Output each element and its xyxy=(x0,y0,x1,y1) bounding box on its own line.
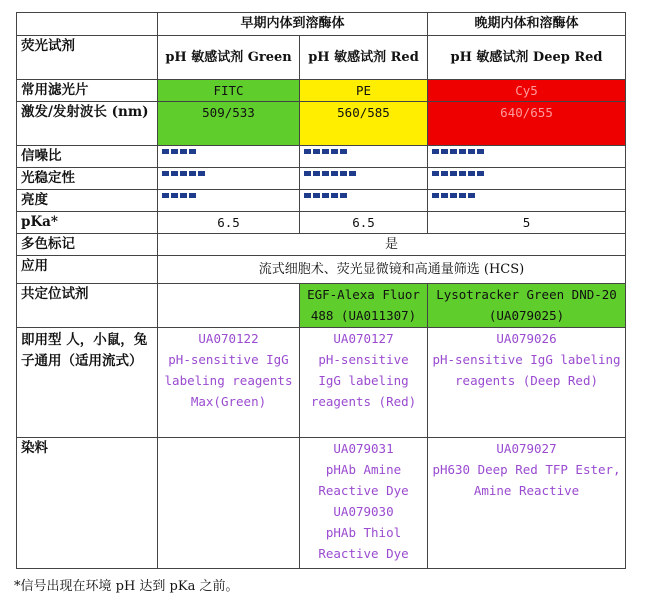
dye-red xyxy=(300,438,428,569)
rating-bar xyxy=(313,149,320,154)
row-label-filter: 常用滤光片 xyxy=(17,80,158,102)
rating-bar xyxy=(450,149,457,154)
dye-deepred-desc[interactable]: pH630 Deep Red TFP Ester, Amine Reactive xyxy=(432,462,621,498)
row-label-photostability: 光稳定性 xyxy=(17,168,158,190)
row-label-snr: 信噪比 xyxy=(17,146,158,168)
group-header-early: 早期内体到溶酶体 xyxy=(158,13,428,36)
rating-bar xyxy=(340,193,347,198)
rating-bar xyxy=(331,171,338,176)
rating-bar xyxy=(189,149,196,154)
ready-deepred xyxy=(428,328,626,438)
filter-red: PE xyxy=(300,80,428,102)
dye-red-desc-1[interactable]: pHAb Amine Reactive Dye xyxy=(318,462,409,498)
ready-deepred-desc[interactable]: pH-sensitive IgG labeling reagents (Deep Red) xyxy=(432,352,621,388)
reagent-red: pH 敏感试剂 Red xyxy=(300,36,428,80)
photostability-green xyxy=(158,168,300,190)
ready-red xyxy=(300,328,428,438)
multicolor-value: 是 xyxy=(158,234,626,256)
row-label-reagent: 荧光试剂 xyxy=(17,36,158,80)
rating-bar xyxy=(459,149,466,154)
rating-bar xyxy=(331,149,338,154)
rating-bar xyxy=(198,171,205,176)
rating-bar xyxy=(304,193,311,198)
rating-bar xyxy=(468,149,475,154)
rating-bar xyxy=(162,149,169,154)
snr-green xyxy=(158,146,300,168)
rating-bar xyxy=(349,171,356,176)
rating-bar xyxy=(180,193,187,198)
brightness-red xyxy=(300,190,428,212)
pka-red: 6.5 xyxy=(300,212,428,234)
rating-bar xyxy=(432,193,439,198)
filter-deepred: Cy5 xyxy=(428,80,626,102)
ready-green-desc[interactable]: pH-sensitive IgG labeling reagents Max(Green) xyxy=(164,352,293,409)
rating-bar xyxy=(180,171,187,176)
row-label-multicolor: 多色标记 xyxy=(17,234,158,256)
rating-bar xyxy=(459,171,466,176)
rating-bar xyxy=(477,171,484,176)
snr-red xyxy=(300,146,428,168)
photostability-deepred xyxy=(428,168,626,190)
colocalization-green xyxy=(158,284,300,328)
group-header-late: 晚期内体和溶酶体 xyxy=(428,13,626,36)
brightness-green xyxy=(158,190,300,212)
colocalization-red: EGF-Alexa Fluor 488 (UA011307) xyxy=(300,284,428,328)
row-label-brightness: 亮度 xyxy=(17,190,158,212)
rating-bar xyxy=(340,171,347,176)
rating-bar xyxy=(340,149,347,154)
rating-bar xyxy=(468,193,475,198)
dye-green xyxy=(158,438,300,569)
row-label-dye: 染料 xyxy=(17,438,158,569)
row-label-colocalization: 共定位试剂 xyxy=(17,284,158,328)
comparison-table xyxy=(16,12,626,569)
dye-red-code-1[interactable]: UA079031 xyxy=(333,441,394,456)
wavelength-red: 560/585 xyxy=(300,102,428,146)
rating-bar xyxy=(468,171,475,176)
row-label-application: 应用 xyxy=(17,256,158,284)
snr-deepred xyxy=(428,146,626,168)
row-label-pka: pKa* xyxy=(17,212,158,234)
rating-bar xyxy=(189,193,196,198)
rating-bar xyxy=(450,171,457,176)
footnote: *信号出现在环境 pH 达到 pKa 之前。 xyxy=(14,579,239,594)
rating-bar xyxy=(304,149,311,154)
photostability-red xyxy=(300,168,428,190)
rating-bar xyxy=(304,171,311,176)
rating-bar xyxy=(162,193,169,198)
rating-bar xyxy=(322,193,329,198)
rating-bar xyxy=(432,149,439,154)
ready-green-code[interactable]: UA070122 xyxy=(198,331,259,346)
rating-bar xyxy=(441,171,448,176)
ready-red-desc[interactable]: pH-sensitive IgG labeling reagents (Red) xyxy=(310,352,417,409)
reagent-deepred: pH 敏感试剂 Deep Red xyxy=(428,36,626,80)
dye-red-code-2[interactable]: UA079030 xyxy=(333,504,394,519)
rating-bar xyxy=(171,171,178,176)
row-label-wavelength: 激发/发射波长 (nm) xyxy=(17,102,158,146)
dye-deepred-code[interactable]: UA079027 xyxy=(496,441,557,456)
rating-bar xyxy=(171,149,178,154)
rating-bar xyxy=(450,193,457,198)
dye-deepred xyxy=(428,438,626,569)
row-label-ready: 即用型 人，小鼠，兔子通用（适用流式） xyxy=(17,328,158,438)
rating-bar xyxy=(477,149,484,154)
pka-green: 6.5 xyxy=(158,212,300,234)
rating-bar xyxy=(322,149,329,154)
rating-bar xyxy=(180,149,187,154)
rating-bar xyxy=(162,171,169,176)
ready-deepred-code[interactable]: UA079026 xyxy=(496,331,557,346)
rating-bar xyxy=(171,193,178,198)
dye-red-desc-2[interactable]: pHAb Thiol Reactive Dye xyxy=(318,525,409,561)
ready-green xyxy=(158,328,300,438)
rating-bar xyxy=(189,171,196,176)
reagent-green: pH 敏感试剂 Green xyxy=(158,36,300,80)
wavelength-green: 509/533 xyxy=(158,102,300,146)
rating-bar xyxy=(322,171,329,176)
rating-bar xyxy=(331,193,338,198)
filter-green: FITC xyxy=(158,80,300,102)
rating-bar xyxy=(459,193,466,198)
colocalization-deepred: Lysotracker Green DND-20 (UA079025) xyxy=(428,284,626,328)
rating-bar xyxy=(313,171,320,176)
rating-bar xyxy=(441,149,448,154)
wavelength-deepred: 640/655 xyxy=(428,102,626,146)
pka-deepred: 5 xyxy=(428,212,626,234)
rating-bar xyxy=(441,193,448,198)
application-value: 流式细胞术、荧光显微镜和高通量筛选 (HCS) xyxy=(158,256,626,284)
brightness-deepred xyxy=(428,190,626,212)
corner-cell xyxy=(17,13,158,36)
rating-bar xyxy=(313,193,320,198)
rating-bar xyxy=(432,171,439,176)
ready-red-code[interactable]: UA070127 xyxy=(333,331,394,346)
